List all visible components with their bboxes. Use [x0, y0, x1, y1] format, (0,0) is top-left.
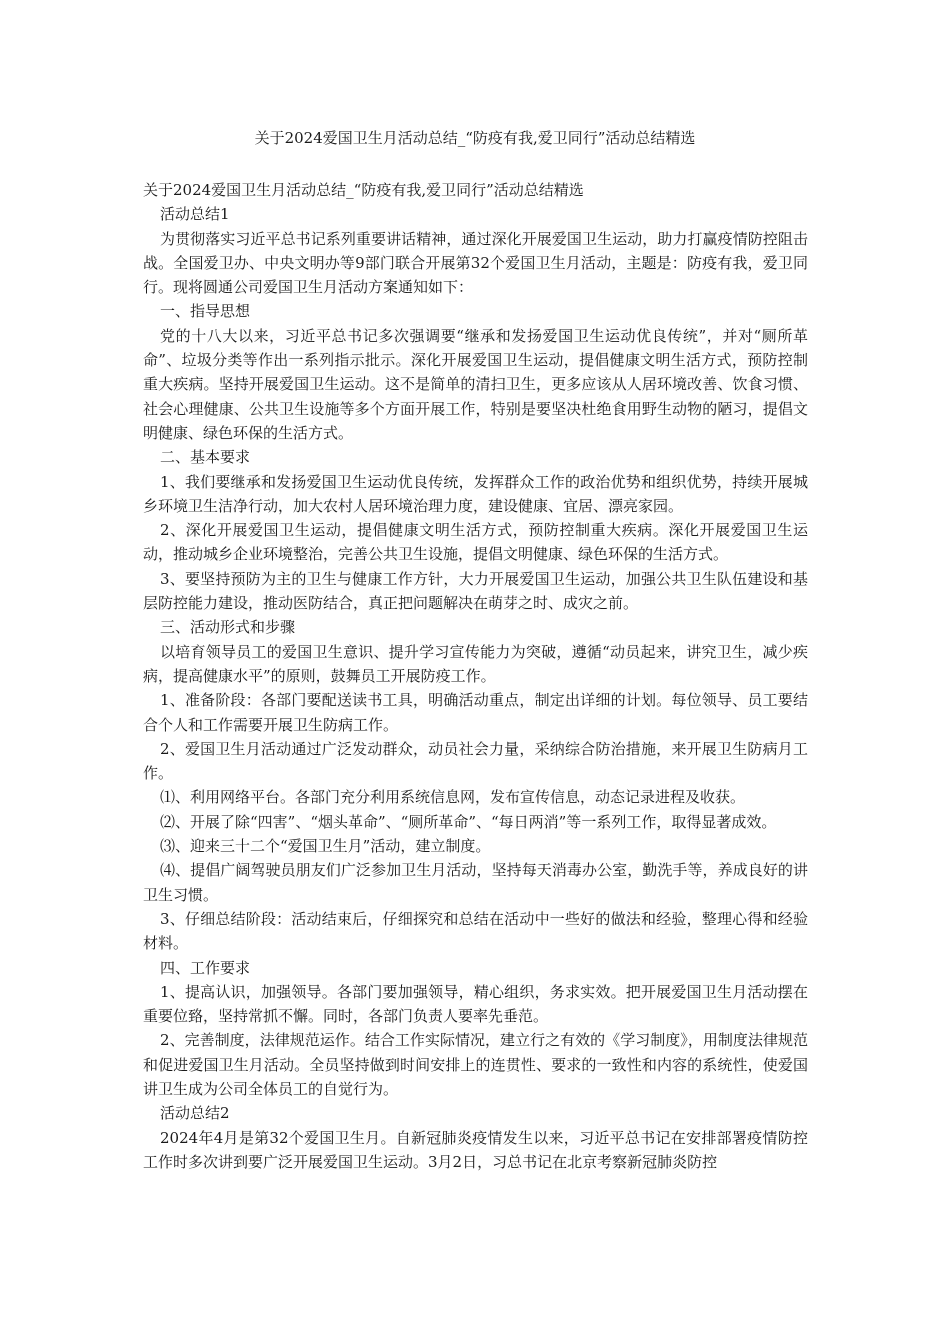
paragraph: 2、深化开展爱国卫生运动，提倡健康文明生活方式，预防控制重大疾病。深化开展爱国卫生运动，推动城乡企业环境整治，完善公共卫生设施，提倡文明健康、绿色环保的生活方式。 — [143, 521, 808, 564]
paragraph: 以培育领导员工的爱国卫生意识、提升学习宣传能力为突破，遵循“动员起来，讲究卫生，减少疾病，提高健康水平”的原则，鼓舞员工开展防疫工作。 — [143, 642, 808, 685]
paragraph: 党的十八大以来，习近平总书记多次强调要“继承和发扬爱国卫生运动优良传统”，并对“厕所革命”、垃圾分类等作出一系列指示批示。深化开展爱国卫生运动，提倡健康文明生活方式，预防控制重大疾病。坚持开展爱国卫生运动。这不是简单的清扫卫生，更多应该从人居环境改善、饮食习惯、社会心理健康、公共卫生设施等多个方面开展工作，特别是要坚决杜绝食用野生动物的陋习，提倡文明健康、绿色环保的生活方式。 — [143, 326, 808, 442]
paragraph-list — [143, 202, 808, 1174]
paragraph: 2、爱国卫生月活动通过广泛发动群众，动员社会力量，采纳综合防治措施，来开展卫生防病月工作。 — [143, 739, 808, 783]
paragraph: ⑶、迎来三十二个“爱国卫生月”活动，建立制度。 — [160, 837, 491, 856]
document-title: 关于2024爱国卫生月活动总结_“防疫有我,爱卫同行”活动总结精选 — [254, 129, 696, 147]
section-heading: 二、基本要求 — [160, 448, 251, 467]
paragraph: 2024年4月是第32个爱国卫生月。自新冠肺炎疫情发生以来，习近平总书记在安排部署疫情防控工作时多次讲到要广泛开展爱国卫生运动。3月2日，习总书记在北京考察新冠肺炎防控 — [143, 1128, 808, 1171]
paragraph: ⑷、提倡广阔驾驶员朋友们广泛参加卫生月活动，坚持每天消毒办公室，勤洗手等，养成良好的讲卫生习惯。 — [143, 861, 808, 904]
paragraph: ⑵、开展了除“四害”、“烟头革命”、“厕所革命”、“每日两消”等一系列工作，取得显著成效。 — [160, 812, 777, 831]
paragraph: 1、提高认识，加强领导。各部门要加强领导，精心组织，务求实效。把开展爱国卫生月活动摆在重要位臵，坚持常抓不懈。同时，各部门负责人要率先垂范。 — [143, 982, 808, 1026]
section-heading: 活动总结2 — [160, 1104, 230, 1123]
section-heading: 三、活动形式和步骤 — [160, 618, 296, 637]
document-body — [143, 178, 808, 1174]
body-heading: 关于2024爱国卫生月活动总结_“防疫有我,爱卫同行”活动总结精选 — [143, 181, 584, 199]
paragraph: ⑴、利用网络平台。各部门充分利用系统信息网，发布宣传信息，动态记录进程及收获。 — [160, 788, 746, 807]
paragraph: 1、准备阶段：各部门要配送读书工具，明确活动重点，制定出详细的计划。每位领导、员工要结合个人和工作需要开展卫生防病工作。 — [143, 691, 808, 734]
paragraph: 1、我们要继承和发扬爱国卫生运动优良传统，发挥群众工作的政治优势和组织优势，持续开展城乡环境卫生洁净行动，加大农村人居环境治理力度，建设健康、宜居、漂亮家园。 — [143, 472, 808, 515]
section-heading: 四、工作要求 — [160, 958, 251, 977]
paragraph: 3、仔细总结阶段：活动结束后，仔细探究和总结在活动中一些好的做法和经验，整理心得和经验材料。 — [143, 909, 808, 953]
section-heading: 活动总结1 — [160, 205, 230, 224]
paragraph: 3、要坚持预防为主的卫生与健康工作方针，大力开展爱国卫生运动，加强公共卫生队伍建设和基层防控能力建设，推动医防结合，真正把问题解决在萌芽之时、成灾之前。 — [143, 569, 808, 613]
section-heading: 一、指导思想 — [160, 302, 251, 321]
paragraph: 2、完善制度，法律规范运作。结合工作实际情况，建立行之有效的《学习制度》，用制度法律规范和促进爱国卫生月活动。全员坚持做到时间安排上的连贯性、要求的一致性和内容的系统性，使爱国讲卫生成为公司全体员工的自觉行为。 — [143, 1031, 808, 1098]
paragraph: 为贯彻落实习近平总书记系列重要讲话精神，通过深化开展爱国卫生运动，助力打赢疫情防控阻击战。全国爱卫办、中央文明办等9部门联合开展第32个爱国卫生月活动，主题是：防疫有我，爱卫同行。现将圆通公司爱国卫生月活动方案通知如下： — [143, 229, 808, 297]
